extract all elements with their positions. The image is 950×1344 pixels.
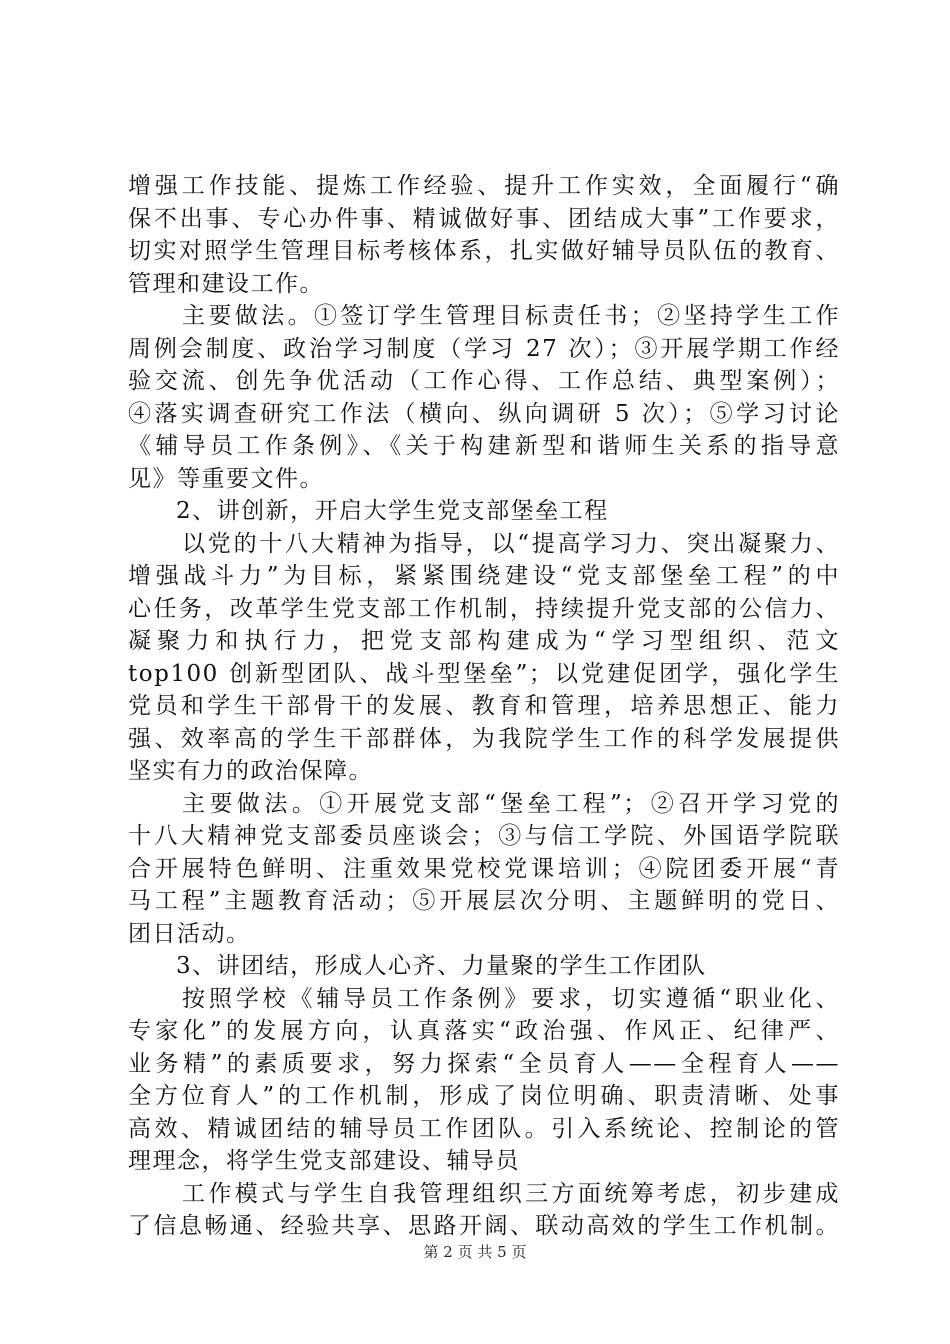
text-line: 强、效率高的学生干部群体，为我院学生工作的科学发展提供 bbox=[128, 725, 840, 752]
text-line: 业务精”的素质要求，努力探索“全员育人——全程育人—— bbox=[128, 1050, 840, 1077]
text-line: 十八大精神党支部委员座谈会；③与信工学院、外国语学院联 bbox=[128, 823, 840, 849]
text-line: 管理和建设工作。 bbox=[128, 270, 324, 297]
text-line: 专家化”的发展方向，认真落实“政治强、作风正、纪律严、 bbox=[128, 1018, 840, 1044]
document-body bbox=[128, 170, 840, 1243]
text-line: top100 创新型团队、战斗型堡垒”；以党建促团学，强化学生 bbox=[128, 660, 840, 687]
paragraph bbox=[128, 788, 840, 951]
text-line: 马工程”主题教育活动；⑤开展层次分明、主题鲜明的党日、 bbox=[128, 888, 840, 914]
paragraph bbox=[128, 1178, 840, 1243]
text-line: 周例会制度、政治学习制度（学习 27 次）；③开展学期工作经 bbox=[128, 335, 840, 362]
paragraph bbox=[128, 528, 840, 788]
text-line: 按照学校《辅导员工作条例》要求，切实遵循“职业化、 bbox=[182, 985, 840, 1012]
text-line: 3、讲团结，形成人心齐、力量聚的学生工作团队 bbox=[176, 953, 707, 979]
paragraph bbox=[128, 300, 840, 495]
text-line: 增强工作技能、提炼工作经验、提升工作实效，全面履行“确 bbox=[128, 173, 840, 199]
text-line: 主要做法。①签订学生管理目标责任书；②坚持学生工作 bbox=[182, 303, 840, 329]
text-line: 全方位育人”的工作机制，形成了岗位明确、职责清晰、处事 bbox=[128, 1083, 840, 1109]
text-line: 团日活动。 bbox=[128, 920, 251, 947]
text-line: 了信息畅通、经验共享、思路开阔、联动高效的学生工作机制。 bbox=[128, 1213, 840, 1239]
paragraph bbox=[128, 170, 840, 300]
text-line: 合开展特色鲜明、注重效果党校党课培训；④院团委开展“青 bbox=[128, 855, 840, 882]
text-line: 党员和学生干部骨干的发展、教育和管理，培养思想正、能力 bbox=[128, 693, 840, 719]
text-line: 2、讲创新，开启大学生党支部堡垒工程 bbox=[176, 498, 609, 524]
text-line: ④落实调查研究工作法（横向、纵向调研 5 次）；⑤学习讨论 bbox=[128, 400, 840, 427]
text-line: 理理念，将学生党支部建设、辅导员 bbox=[128, 1148, 520, 1174]
text-line: 主要做法。①开展党支部“堡垒工程”；②召开学习党的 bbox=[182, 790, 840, 817]
text-line: 心任务，改革学生党支部工作机制，持续提升党支部的公信力、 bbox=[128, 595, 840, 622]
text-line: 见》等重要文件。 bbox=[128, 465, 324, 492]
text-line: 高效、精诚团结的辅导员工作团队。引入系统论、控制论的管 bbox=[128, 1115, 840, 1142]
text-line: 以党的十八大精神为指导，以“提高学习力、突出凝聚力、 bbox=[182, 530, 840, 557]
paragraph bbox=[128, 983, 840, 1178]
text-line: 增强战斗力”为目标，紧紧围绕建设“党支部堡垒工程”的中 bbox=[128, 563, 840, 589]
text-line: 《辅导员工作条例》、《关于构建新型和谐师生关系的指导意 bbox=[128, 433, 840, 459]
text-line: 工作模式与学生自我管理组织三方面统筹考虑，初步建成 bbox=[182, 1180, 840, 1207]
section-heading bbox=[128, 950, 840, 983]
page-number-footer: 第 2 页 共 5 页 bbox=[423, 1243, 527, 1261]
text-line: 坚实有力的政治保障。 bbox=[128, 758, 373, 784]
text-line: 凝聚力和执行力，把党支部构建成为“学习型组织、范文 bbox=[128, 628, 840, 654]
text-line: 保不出事、专心办件事、精诚做好事、团结成大事”工作要求， bbox=[128, 205, 840, 232]
text-line: 切实对照学生管理目标考核体系，扎实做好辅导员队伍的教育、 bbox=[128, 238, 840, 264]
section-heading bbox=[128, 495, 840, 528]
text-line: 验交流、创先争优活动（工作心得、工作总结、典型案例）； bbox=[128, 368, 840, 394]
